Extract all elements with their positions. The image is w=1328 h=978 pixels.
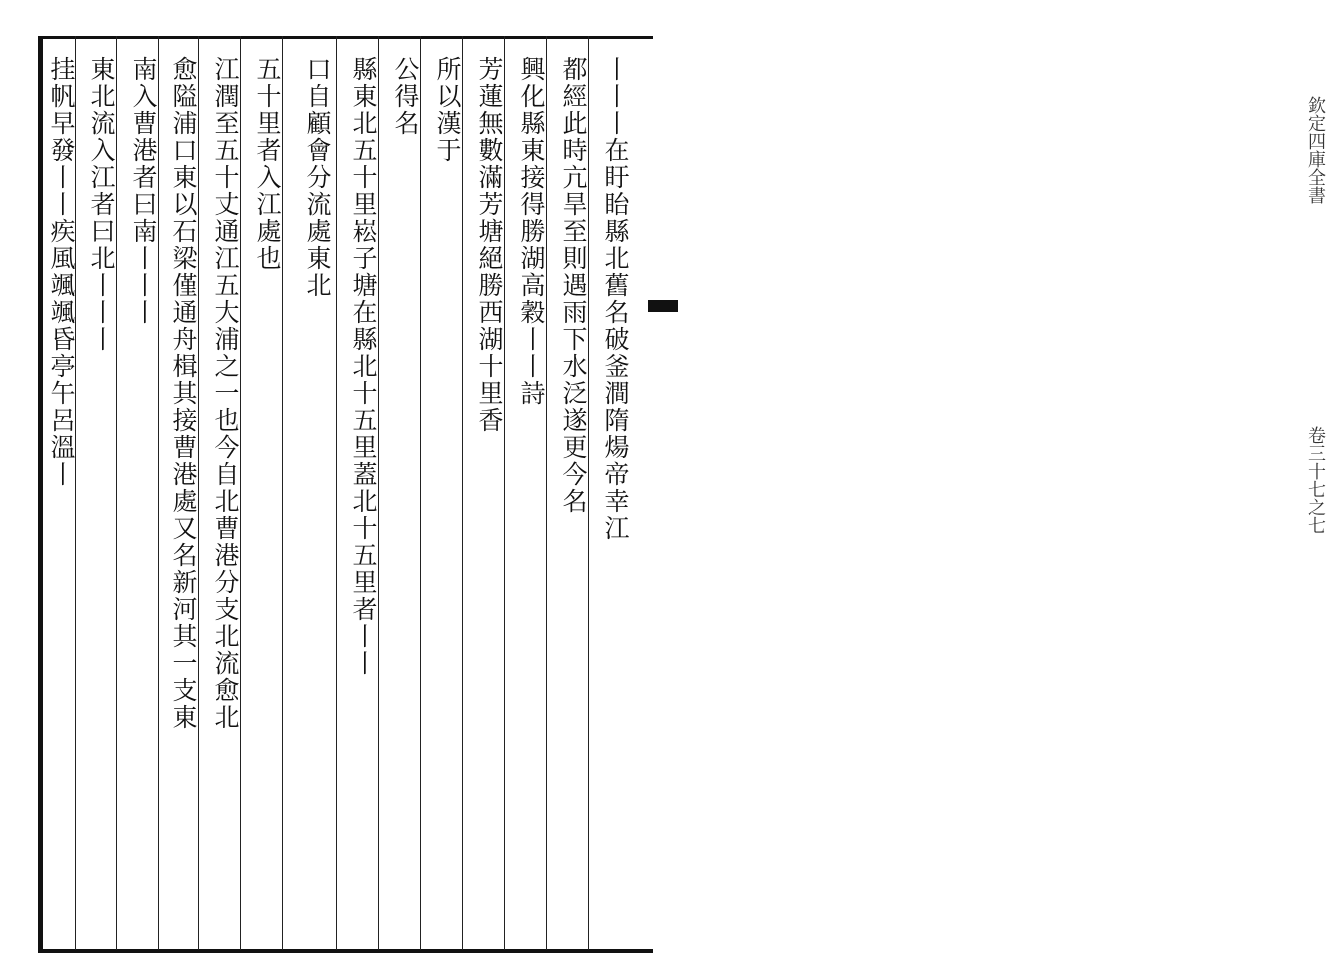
text-column-3: 興化縣東接得勝湖高穀丨丨詩	[517, 56, 546, 407]
column-rule	[462, 36, 463, 950]
text-column-11: 愈隘浦口東以石梁僅通舟楫其接曹港處又名新河其一支東	[169, 56, 198, 731]
text-column-7: 縣東北五十里崧子塘在縣北十五里蓋北十五里者丨丨	[349, 56, 378, 677]
text-column-8: 口自顧會分流處東北	[303, 56, 332, 299]
text-column-10: 江潤至五十丈通江五大浦之一也今自北曹港分支北流愈北	[211, 56, 240, 731]
text-column-9: 五十里者入江處也	[253, 56, 282, 272]
column-rule	[420, 36, 421, 950]
fishtail-mark-icon	[648, 300, 678, 312]
text-column-13: 東北流入江者曰北丨丨丨	[87, 56, 116, 353]
page-margin	[650, 36, 1326, 946]
text-column-12: 南入曹港者曰南丨丨丨	[129, 56, 158, 326]
text-column-2: 都經此時亢旱至則遇雨下水泛遂更今名	[559, 56, 588, 515]
text-column-4: 芳蓮無數滿芳塘絕勝西湖十里香	[475, 56, 504, 434]
text-column-6: 公得名	[391, 56, 420, 137]
text-column-1: 丨丨丨在盱眙縣北舊名破釜澗隋煬帝幸江	[601, 56, 630, 542]
volume-label: 卷三十七之七	[1305, 426, 1326, 534]
column-rule	[336, 36, 337, 950]
book-title: 欽定四庫全書	[1305, 96, 1326, 204]
text-column-5: 所以漢于	[433, 56, 462, 164]
text-column-14: 挂帆早發丨丨疾風颯颯昏亭午呂溫丨	[47, 56, 76, 488]
